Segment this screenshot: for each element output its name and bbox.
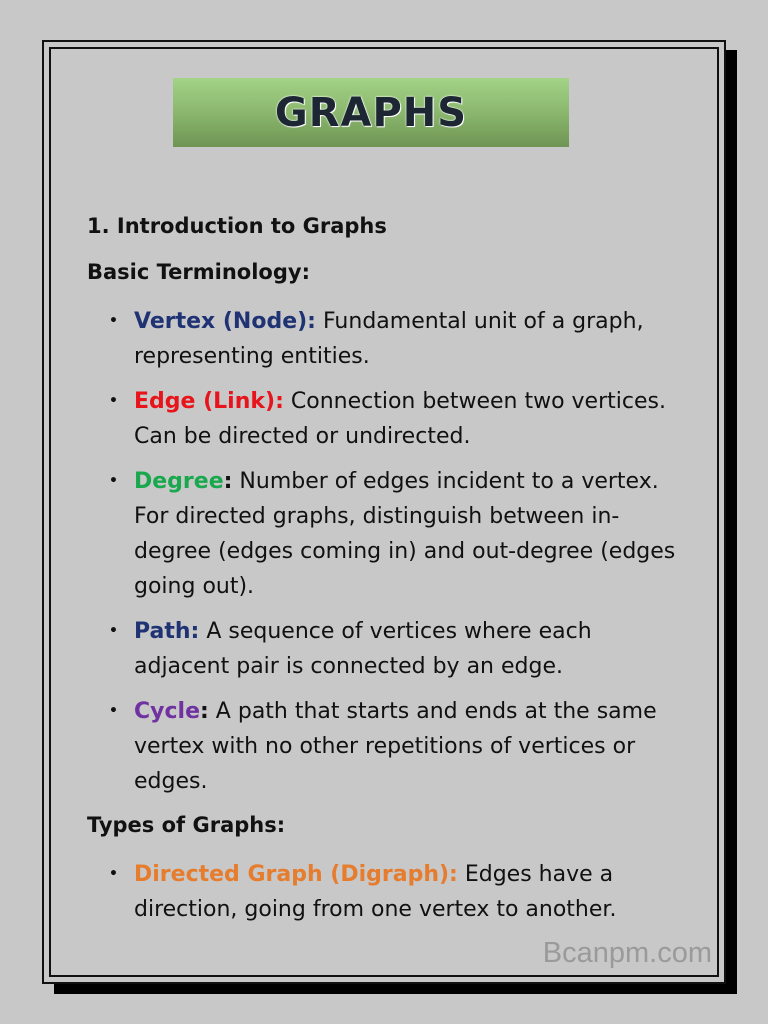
bullet-icon: •: [109, 393, 118, 409]
page-frame: [42, 40, 726, 984]
term-label: Path:: [134, 619, 200, 644]
term-definition: Number of edges incident to a vertex. For directed graphs, distinguish between in-degree (edges coming in) and out-degree (edges going out).: [134, 469, 676, 599]
bullet-icon: •: [109, 866, 118, 882]
content: [87, 212, 687, 939]
term-label: Cycle: [134, 699, 200, 724]
page-title: GRAPHS: [274, 89, 468, 136]
basic-terminology-heading: Basic Terminology:: [87, 260, 310, 284]
bullet-icon: •: [109, 703, 118, 719]
term-definition: A path that starts and ends at the same vertex with no other repetitions of vertices or edges.: [134, 699, 657, 794]
term-label: Degree: [134, 469, 224, 494]
term-definition: Edges have a direction, going from one vertex to another.: [134, 862, 617, 922]
term-definition: A sequence of vertices where each adjacent pair is connected by an edge.: [134, 619, 592, 679]
bullet-icon: •: [109, 473, 118, 489]
list-item: [87, 857, 687, 927]
list-item: [87, 384, 687, 454]
watermark: Bcanpm.com: [542, 937, 712, 969]
term-colon: :: [223, 469, 233, 494]
term-label: Vertex (Node):: [134, 309, 316, 334]
title-banner: [173, 78, 569, 147]
types-of-graphs-heading: Types of Graphs:: [87, 813, 286, 837]
basic-terminology-list: [87, 304, 687, 799]
term-definition: Connection between two vertices. Can be directed or undirected.: [134, 389, 666, 449]
section-heading: 1. Introduction to Graphs: [87, 214, 387, 238]
term-label: Directed Graph (Digraph):: [134, 862, 458, 887]
list-item: [87, 304, 687, 374]
term-colon: :: [200, 699, 209, 724]
list-item: [87, 614, 687, 684]
bullet-icon: •: [109, 623, 118, 639]
types-of-graphs-list: [87, 857, 687, 927]
term-definition: Fundamental unit of a graph, representing entities.: [134, 309, 644, 369]
list-item: [87, 694, 687, 799]
bullet-icon: •: [109, 313, 118, 329]
term-label: Edge (Link):: [134, 389, 284, 414]
list-item: [87, 464, 687, 604]
